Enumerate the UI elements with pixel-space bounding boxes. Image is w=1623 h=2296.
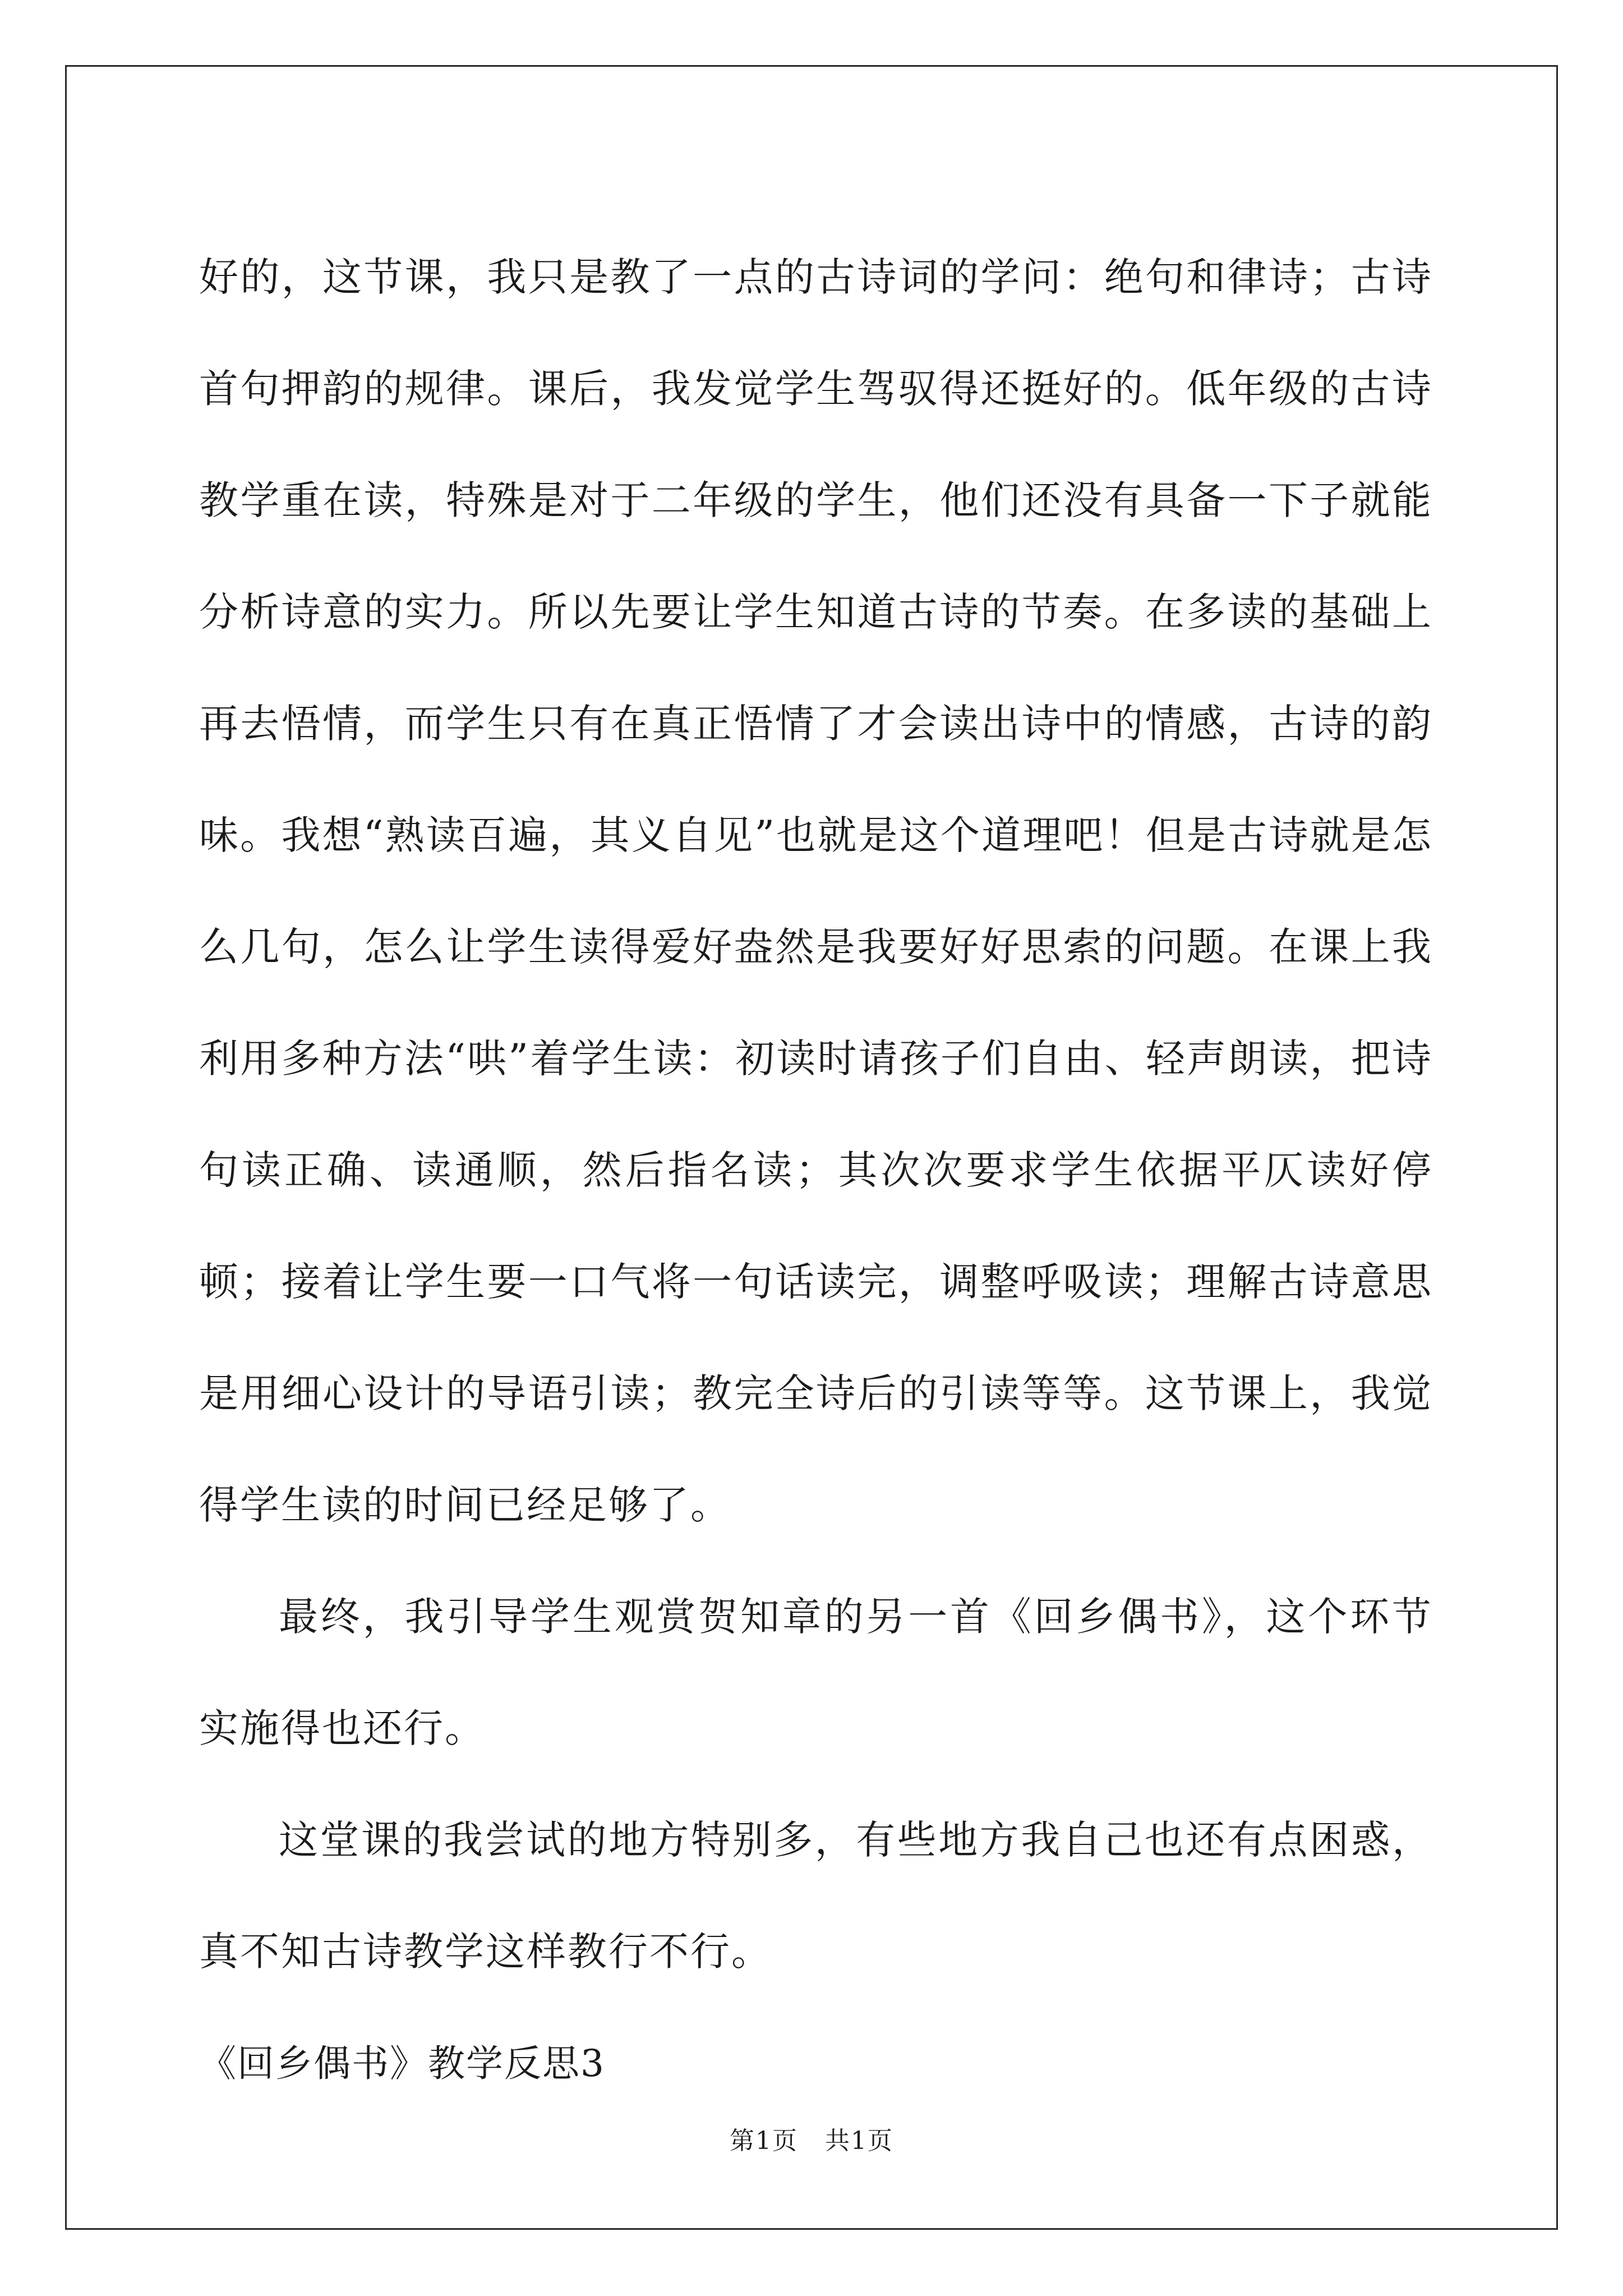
paragraph-1: 好的，这节课，我只是教了一点的古诗词的学问：绝句和律诗；古诗首句押韵的规律。课后，我发觉学生驾驭得还挺好的。低年级的古诗教学重在读，特殊是对于二年级的学生，他们还没有具备一下子就能分析诗意的实力。所以先要让学生知道古诗的节奏。在多读的基础上再去悟情，而学生只有在真正悟情了才会读出诗中的情感，古诗的韵味。我想“熟读百遍，其义自见”也就是这个道理吧！但是古诗就是怎么几句，怎么让学生读得爱好盎然是我要好好思索的问题。在课上我利用多种方法“哄”着学生读：初读时请孩子们自由、轻声朗读，把诗句读正确、读通顺，然后指名读；其次次要求学生依据平仄读好停顿；接着让学生要一口气将一句话读完，调整呼吸读；理解古诗意思是用细心设计的导语引读；教完全诗后的引读等等。这节课上，我觉得学生读的时间已经足够了。 [199, 254, 1433, 1528]
section-title: 《回乡偶书》教学反思3 [199, 2042, 605, 2085]
page-number-footer: 第1页 共1页 [730, 2127, 893, 2155]
paragraph-2: 最终，我引导学生观赏贺知章的另一首《回乡偶书》，这个环节实施得也还行。 [199, 1594, 1433, 1751]
paragraph-3: 这堂课的我尝试的地方特别多，有些地方我自己也还有点困惑，真不知古诗教学这样教行不行。 [199, 1817, 1433, 1975]
document-body [199, 222, 1433, 2119]
